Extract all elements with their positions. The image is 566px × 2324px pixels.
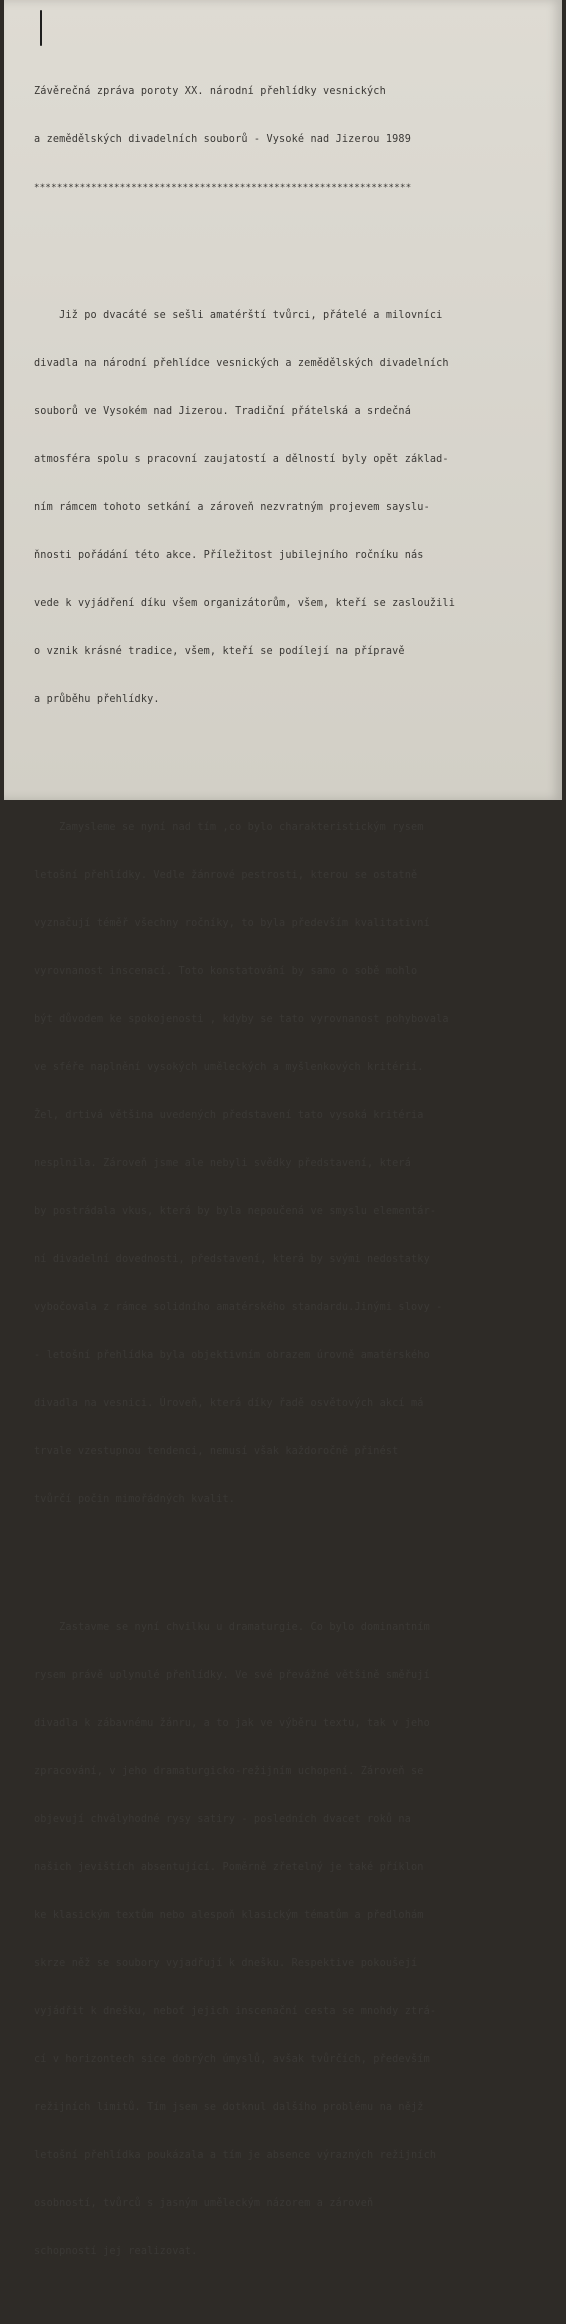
text-line: zpracování, v jeho dramaturgicko-režijním uchopení. Zároveň se	[34, 1766, 424, 1777]
text-line: Již po dvacáté se sešli amatérští tvůrci, přátelé a milovníci	[34, 310, 443, 321]
title-line: a zemědělských divadelních souborů - Vysoké nad Jizerou 1989	[34, 134, 412, 145]
document-body	[34, 52, 544, 2324]
text-line: být důvodem ke spokojenosti , kdyby se tato vyrovnanost pohybovala	[34, 1014, 449, 1025]
text-line: rysem právě uplynulé přehlídky. Ve své převážné většině směřují	[34, 1670, 430, 1681]
text-line: osobností, tvůrců s jasným uměleckým názorem a zároveň	[34, 2198, 374, 2209]
text-line: tvůrčí počin mimořádných kvalit.	[34, 1494, 236, 1505]
text-line: vybočovala z rámce solidního amatérského standardu.Jinými slovy -	[34, 1302, 443, 1313]
text-line: divadla k zábavnému žánru, a to jak ve výběru textu, tak v jeho	[34, 1718, 430, 1729]
text-line: cí v horizontech sice dobrých úmyslů, avšak tvůrčích, především	[34, 2054, 430, 2065]
text-line: nesplnila. Zároveň jsme ale nebyli svědky představení, která	[34, 1158, 412, 1169]
text-line: a průběhu přehlídky.	[34, 694, 160, 705]
text-line: atmosféra spolu s pracovní zaujatostí a dělností byly opět základ-	[34, 454, 449, 465]
paragraph-1	[34, 276, 544, 740]
paragraph-3	[34, 1588, 544, 2292]
title-line: Závěrečná zpráva poroty XX. národní přehlídky vesnických	[34, 86, 386, 97]
text-line: našich jevištích absentující. Poměrně zřetelný je také příklon	[34, 1862, 424, 1873]
text-line: vede k vyjádření díku všem organizátorům, všem, kteří se zasloužili	[34, 598, 455, 609]
text-line: schopností jej realizovat.	[34, 2246, 198, 2257]
text-line: letošní přehlídky. Vedle žánrové pestrosti, kterou se ostatně	[34, 870, 418, 881]
paragraph-2	[34, 788, 544, 1540]
text-line: divadla na národní přehlídce vesnických a zemědělských divadelních	[34, 358, 449, 369]
text-line: ke klasickým textům nebo alespoň klasickým tématům a předlohám	[34, 1910, 424, 1921]
text-line: souborů ve Vysokém nad Jizerou. Tradiční přátelská a srdečná	[34, 406, 412, 417]
text-line: Zamysleme se nyní nad tím ,co bylo charakteristickým rysem	[34, 822, 424, 833]
text-line: objevují chvályhodné rysy satiry - posledních dvacet roků na	[34, 1814, 412, 1825]
text-line: režijních limitů. Tím jsem se dotknul dalšího problému na nějž	[34, 2102, 424, 2113]
text-line: vyznačují téměř všechny ročníky, to byla především kvalitativní	[34, 918, 430, 929]
text-line: letošní přehlídka poukázala a tím je absence výrazných režijních	[34, 2150, 437, 2161]
text-line: trvale vzestupnou tendenci, nemusí však každoročně přinést	[34, 1446, 399, 1457]
text-line: ve sféře naplnění vysokých uměleckých a myšlenkových kritérií.	[34, 1062, 424, 1073]
text-line: ňnosti pořádání této akce. Příležitost jubilejního ročníku nás	[34, 550, 424, 561]
text-line: - letošní přehlídka byla objektivním obrazem úrovně amatérského	[34, 1350, 430, 1361]
asterisk-separator: ******************************************************************	[34, 183, 412, 193]
text-line: ní divadelní dovednosti, představení, která by svými nedostatky	[34, 1254, 430, 1265]
document-page	[4, 0, 562, 2257]
text-line: Zastavme se nyní chvilku u dramaturgie. Co bylo dominantním	[34, 1622, 430, 1633]
text-line: o vznik krásné tradice, všem, kteří se podílejí na přípravě	[34, 646, 405, 657]
text-line: vyjádřit k dnešku, neboť jejich inscenační cesta se mnohdy ztrá-	[34, 2006, 437, 2017]
text-line: Žel, drtivá většina uvedených představení tato vysoká kritéria	[34, 1110, 424, 1121]
text-line: vyrovnanost inscenací. Toto konstatování by samo o sobě mohlo	[34, 966, 418, 977]
text-line: ním rámcem tohoto setkání a zároveň nezvratným projevem sayslu-	[34, 502, 430, 513]
pen-margin-mark	[40, 10, 42, 46]
text-line: divadla na vesnici. Úroveň, která díky řadě osvětových akcí má	[34, 1398, 424, 1409]
text-line: by postrádala vkus, která by byla nepoučená ve smyslu elementár-	[34, 1206, 437, 1217]
text-line: skrze něž se soubory vyjadřují k dnešku. Respektive pokoušejí	[34, 1958, 418, 1969]
